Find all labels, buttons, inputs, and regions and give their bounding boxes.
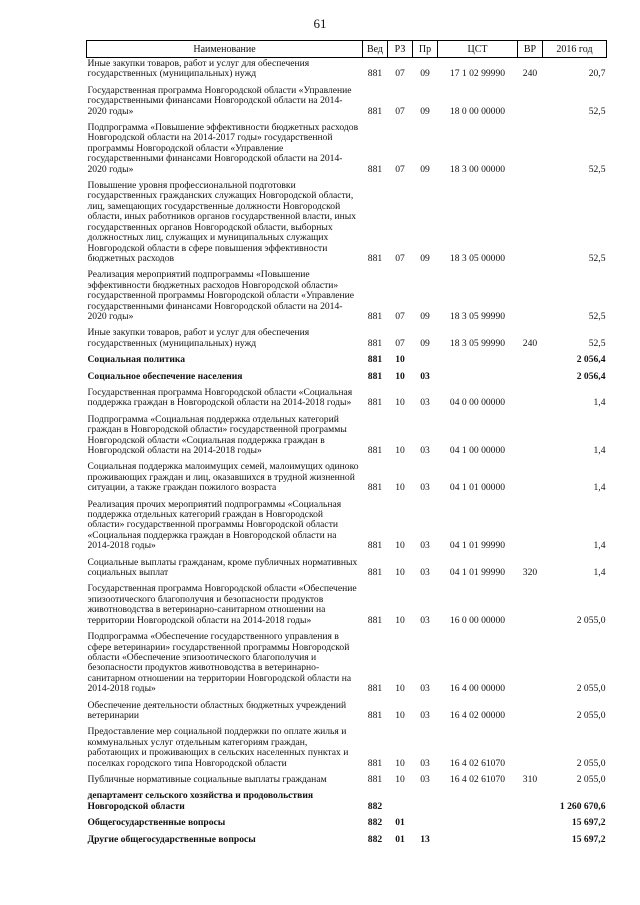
row-vr — [518, 496, 543, 554]
row-name: Общегосударственные вопросы — [87, 817, 226, 829]
row-rz: 10 — [395, 773, 405, 785]
header-name: Наименование — [87, 41, 363, 58]
row-ved: 882 — [367, 833, 383, 845]
row-name: Социальные выплаты гражданам, кроме публичных нормативных социальных выплат — [87, 556, 358, 579]
row-cst: 04 1 01 99990 — [449, 567, 506, 579]
row-ved: 881 — [367, 683, 383, 695]
row-cst — [438, 831, 518, 847]
row-sum: 20,7 — [588, 68, 606, 80]
table-row — [87, 458, 607, 495]
row-sum: 52,5 — [588, 163, 606, 175]
row-pr: 09 — [420, 68, 430, 80]
row-name: Государственная программа Новгородской области «Обеспечение эпизоотического благополучия и безопасности продуктов животноводства в ветеринарно-санитарном отношении на территории Новгородской области на 2014-2018 годы» — [87, 583, 357, 626]
table-row — [87, 266, 607, 324]
header-ved: Вед — [363, 41, 388, 58]
row-name: Реализация прочих мероприятий подпрограммы «Социальная поддержка отдельных категорий граждан в Новгородской области» государственной программы Новгородской области «Социальная поддержка граждан в Новгородской области на 2014-2018 годы» — [87, 498, 342, 552]
row-vr — [518, 814, 543, 830]
row-pr: 03 — [420, 567, 430, 579]
row-vr — [518, 266, 543, 324]
row-vr: 240 — [522, 337, 538, 349]
table-row — [87, 814, 607, 830]
row-rz: 01 — [395, 817, 405, 829]
row-rz: 10 — [395, 757, 405, 769]
row-name: Иные закупки товаров, работ и услуг для обеспечения государственных (муниципальных) нужд — [87, 58, 310, 80]
row-name: Социальная поддержка малоимущих семей, малоимущих одиноко проживающих граждан и лиц, оказавшихся в трудной жизненной ситуации, а также граждан пожилого возраста — [87, 461, 359, 494]
row-sum: 2 056,4 — [576, 354, 606, 366]
row-cst: 04 0 00 00000 — [449, 397, 506, 409]
row-pr: 03 — [420, 709, 430, 721]
table-row — [87, 697, 607, 724]
row-cst — [438, 787, 518, 814]
row-name: Предоставление мер социальной поддержки по оплате жилья и коммунальных услуг отдельным категориям граждан, работающих и проживающих в сельских населенных пунктах и поселках городского типа Новгородской области — [87, 726, 349, 769]
row-sum: 1,4 — [593, 397, 606, 409]
row-vr: 240 — [522, 68, 538, 80]
table-row — [87, 324, 607, 351]
row-cst: 16 4 00 00000 — [449, 683, 506, 695]
row-sum: 15 697,2 — [571, 817, 606, 829]
row-vr — [518, 411, 543, 459]
table-row — [87, 580, 607, 628]
row-pr — [413, 814, 438, 830]
row-name: Подпрограмма «Социальная поддержка отдельных категорий граждан в Новгородской области» государственной программы Новгородской области «Социальная поддержка граждан в Новгородской области на 2014-2018 годы» — [87, 413, 347, 456]
table-row — [87, 119, 607, 177]
row-ved: 881 — [367, 354, 383, 366]
row-sum: 2 055,0 — [576, 757, 606, 769]
row-vr — [518, 458, 543, 495]
row-vr: 310 — [522, 773, 538, 785]
row-cst — [438, 368, 518, 384]
row-name: Подпрограмма «Обеспечение государственного управления в сфере ветеринарии» государственной программы Новгородской области «Обеспечение эпизоотического благополучия и безопасности продуктов животноводства в ветеринарно-санитарном отношении на территории Новгородской области на 2014-2018 годы» — [87, 631, 352, 695]
row-cst: 18 3 05 99990 — [449, 310, 506, 322]
row-rz: 07 — [395, 310, 405, 322]
row-pr: 09 — [420, 337, 430, 349]
row-vr — [518, 697, 543, 724]
row-rz: 10 — [395, 540, 405, 552]
row-sum: 1,4 — [593, 540, 606, 552]
row-ved: 881 — [367, 310, 383, 322]
header-vr: ВР — [518, 41, 543, 58]
row-vr — [518, 628, 543, 696]
table-row — [87, 628, 607, 696]
row-vr — [518, 723, 543, 771]
row-ved: 881 — [367, 482, 383, 494]
table-row — [87, 496, 607, 554]
row-sum: 1,4 — [593, 482, 606, 494]
row-rz: 01 — [395, 833, 405, 845]
row-cst: 18 3 05 99990 — [449, 337, 506, 349]
row-pr: 13 — [420, 833, 430, 845]
row-ved: 881 — [367, 773, 383, 785]
table-row — [87, 82, 607, 119]
row-cst: 17 1 02 99990 — [449, 68, 506, 80]
row-ved: 881 — [367, 337, 383, 349]
row-pr: 09 — [420, 105, 430, 117]
row-name: Подпрограмма «Повышение эффективности бюджетных расходов Новгородской области на 2014-2017 годы» государственной программы Новгородской области «Управление государственными финансами Новгородской области на 2014-2020 годы» — [87, 122, 359, 175]
row-ved: 881 — [367, 709, 383, 721]
row-name: Государственная программа Новгородской области «Управление государственными финансами Новгородской области на 2014-2020 годы» — [87, 84, 352, 117]
row-sum: 1,4 — [593, 445, 606, 456]
row-vr — [518, 82, 543, 119]
row-name: Обеспечение деятельности областных бюджетных учреждений ветеринарии — [87, 699, 347, 721]
row-name: Реализация мероприятий подпрограммы «Повышение эффективности бюджетных расходов Новгородской области» государственной программы Новгородской области «Управление государственными финансами Новгородской области на 2014-2020 годы» — [87, 269, 355, 322]
row-rz: 07 — [395, 105, 405, 117]
row-sum: 2 055,0 — [576, 614, 606, 626]
row-cst: 04 1 01 99990 — [449, 540, 506, 552]
row-rz: 07 — [395, 68, 405, 80]
row-ved: 882 — [367, 817, 383, 829]
table-row — [87, 368, 607, 384]
row-rz: 10 — [395, 370, 405, 382]
row-rz: 10 — [395, 709, 405, 721]
row-pr: 03 — [420, 370, 430, 382]
row-pr: 03 — [420, 482, 430, 494]
table-row — [87, 554, 607, 581]
row-cst: 16 0 00 00000 — [449, 614, 506, 626]
table-row — [87, 771, 607, 787]
row-rz: 07 — [395, 337, 405, 349]
row-rz: 10 — [395, 683, 405, 695]
row-name: Иные закупки товаров, работ и услуг для обеспечения государственных (муниципальных) нужд — [87, 327, 310, 349]
row-pr: 03 — [420, 757, 430, 769]
row-ved: 881 — [367, 757, 383, 769]
row-pr: 09 — [420, 163, 430, 175]
table-row — [87, 177, 607, 266]
row-sum: 1,4 — [593, 567, 606, 579]
row-rz: 10 — [395, 567, 405, 579]
row-rz: 07 — [395, 252, 405, 264]
row-rz: 10 — [395, 445, 405, 456]
row-vr — [518, 384, 543, 411]
row-vr — [518, 177, 543, 266]
row-rz: 07 — [395, 163, 405, 175]
row-pr: 03 — [420, 540, 430, 552]
row-pr: 09 — [420, 310, 430, 322]
row-pr: 03 — [420, 773, 430, 785]
row-rz: 10 — [395, 354, 405, 366]
row-cst: 18 0 00 00000 — [449, 105, 506, 117]
row-sum: 52,5 — [588, 310, 606, 322]
row-ved: 881 — [367, 370, 383, 382]
row-sum: 2 055,0 — [576, 773, 606, 785]
table-row — [87, 384, 607, 411]
row-rz: 10 — [395, 482, 405, 494]
row-cst: 16 4 02 00000 — [449, 709, 506, 721]
row-vr — [518, 351, 543, 367]
row-sum: 2 055,0 — [576, 683, 606, 695]
row-vr — [518, 787, 543, 814]
row-cst: 04 1 01 00000 — [449, 482, 506, 494]
row-cst: 18 3 00 00000 — [449, 163, 506, 175]
row-ved: 881 — [367, 252, 383, 264]
row-ved: 881 — [367, 445, 383, 456]
table-row — [87, 58, 607, 82]
row-ved: 881 — [367, 614, 383, 626]
row-pr: 09 — [420, 252, 430, 264]
row-vr: 320 — [522, 567, 538, 579]
row-rz: 10 — [395, 397, 405, 409]
table-row — [87, 411, 607, 459]
row-vr — [518, 368, 543, 384]
row-vr — [518, 831, 543, 847]
row-rz — [388, 787, 413, 814]
header-pr: Пр — [413, 41, 438, 58]
row-cst — [438, 814, 518, 830]
row-name: Социальная политика — [87, 354, 186, 366]
row-sum: 1 260 670,6 — [559, 800, 606, 812]
row-ved: 881 — [367, 540, 383, 552]
row-ved: 881 — [367, 397, 383, 409]
row-ved: 881 — [367, 567, 383, 579]
table-row — [87, 723, 607, 771]
row-cst — [438, 351, 518, 367]
row-pr: 03 — [420, 397, 430, 409]
row-name: Повышение уровня профессиональной подготовки государственных гражданских служащих Новгородской области, лиц, замещающих государственные должности Новгородской области, иных работников органов государственной власти, иных государственных органов Новгородской области, выборных должностных лиц, служащих и муниципальных служащих Новгородской области в сфере повышения эффективности бюджетных расходов — [87, 180, 357, 264]
row-sum: 52,5 — [588, 252, 606, 264]
row-name: Другие общегосударственные вопросы — [87, 833, 256, 845]
page-number: 61 — [313, 16, 327, 31]
budget-table — [86, 40, 607, 847]
row-name: Публичные нормативные социальные выплаты гражданам — [87, 773, 327, 785]
row-rz: 10 — [395, 614, 405, 626]
row-name: Социальное обеспечение населения — [87, 370, 243, 382]
row-pr: 03 — [420, 683, 430, 695]
header-rz: РЗ — [388, 41, 413, 58]
row-pr: 03 — [420, 445, 430, 456]
row-cst: 16 4 02 61070 — [449, 773, 506, 785]
row-name: департамент сельского хозяйства и продовольствия Новгородской области — [87, 790, 314, 812]
row-ved: 881 — [367, 105, 383, 117]
row-pr: 03 — [420, 614, 430, 626]
row-sum: 2 056,4 — [576, 370, 606, 382]
row-vr — [518, 580, 543, 628]
row-name: Государственная программа Новгородской области «Социальная поддержка граждан в Новгородской области на 2014-2018 годы» — [87, 386, 353, 409]
row-pr — [413, 787, 438, 814]
table-row — [87, 787, 607, 814]
table-header-row — [87, 41, 607, 58]
table-body — [87, 58, 607, 848]
row-pr — [413, 351, 438, 367]
row-cst: 16 4 02 61070 — [449, 757, 506, 769]
row-sum: 2 055,0 — [576, 709, 606, 721]
table-row — [87, 831, 607, 847]
row-sum: 52,5 — [588, 105, 606, 117]
header-year: 2016 год — [543, 41, 607, 58]
row-sum: 52,5 — [588, 337, 606, 349]
row-ved: 881 — [367, 163, 383, 175]
row-vr — [518, 119, 543, 177]
row-cst: 18 3 05 00000 — [449, 252, 506, 264]
row-sum: 15 697,2 — [571, 833, 606, 845]
row-ved: 882 — [367, 800, 383, 812]
row-ved: 881 — [367, 68, 383, 80]
header-cst: ЦСТ — [438, 41, 518, 58]
row-cst: 04 1 00 00000 — [449, 445, 506, 456]
table-row — [87, 351, 607, 367]
